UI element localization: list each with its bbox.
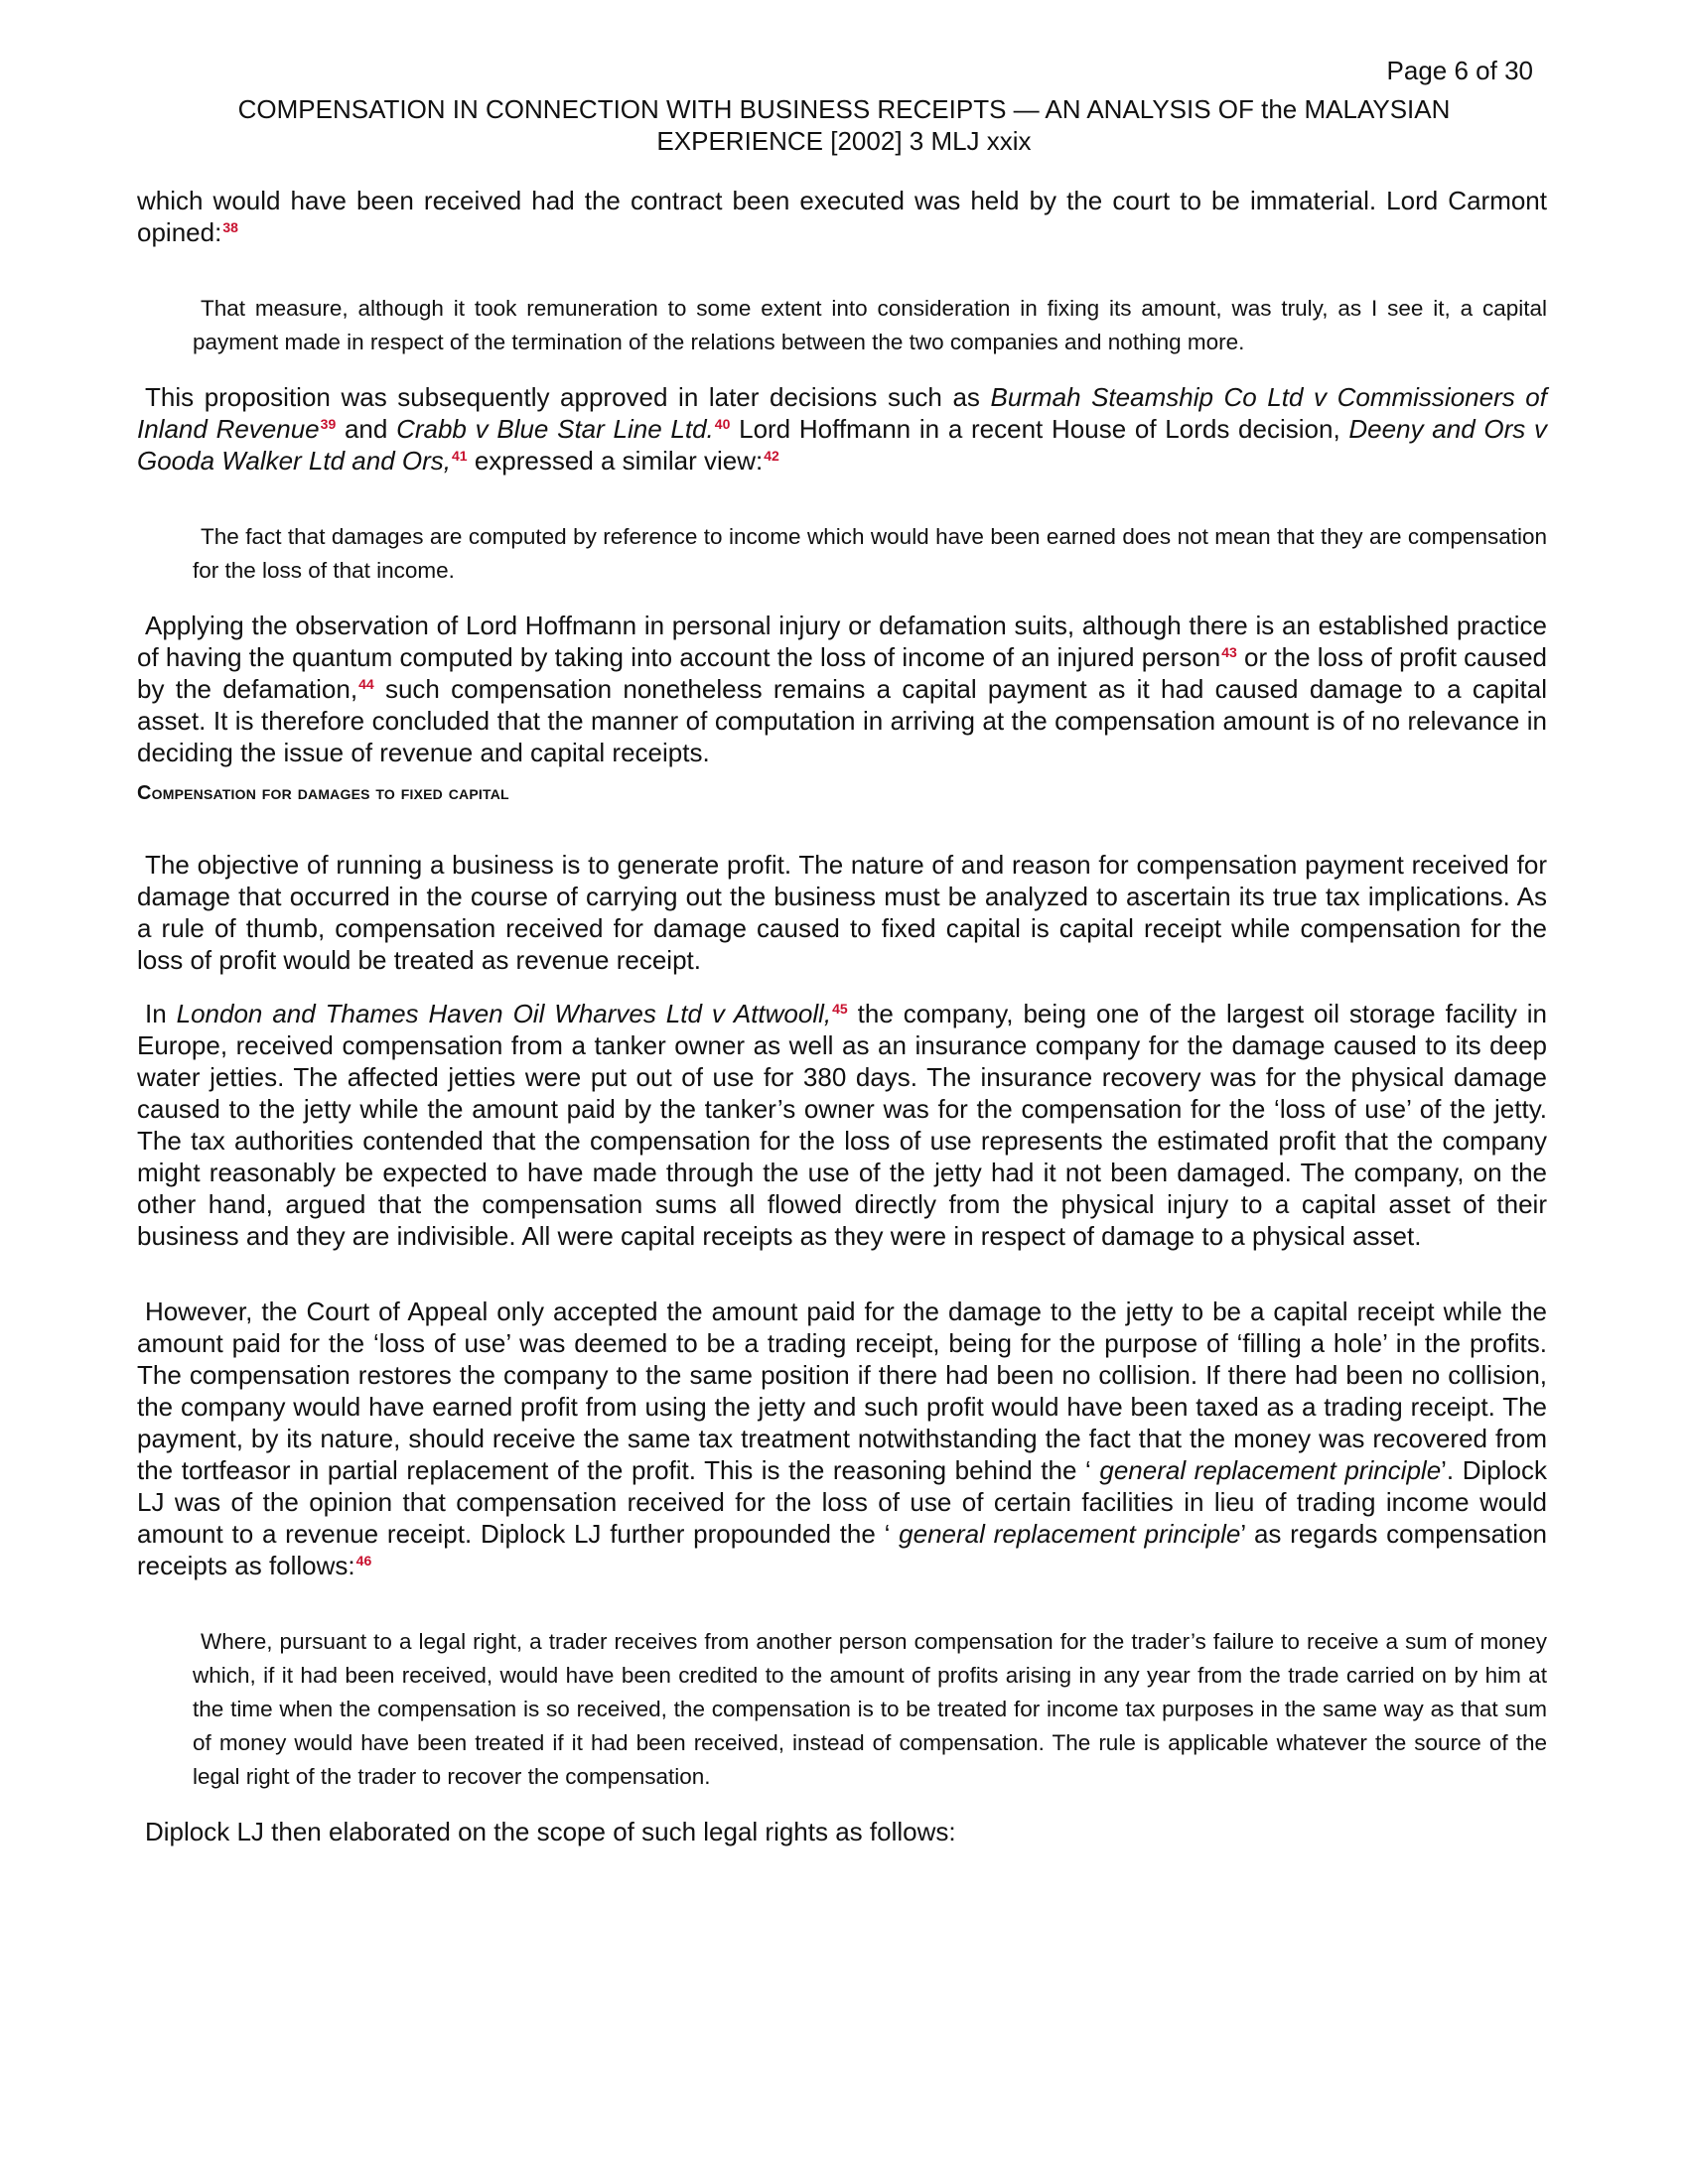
paragraph-4: The objective of running a business is to generate profit. The nature of and reason for compensation payment received for damage that occurred in the course of carrying out the business must be analyzed to ascertain its true tax implications. As a rule of thumb, compensation received for damage caused to fixed capital is capital receipt while compensation for the loss of profit would be treated as revenue receipt. <box>137 850 1547 975</box>
footnote-ref-41[interactable]: 41 <box>452 448 468 464</box>
document-body <box>137 185 1547 1847</box>
principle-term: general replacement principle <box>1099 1455 1442 1485</box>
footnote-ref-46[interactable]: 46 <box>355 1553 372 1569</box>
document-title: COMPENSATION IN CONNECTION WITH BUSINESS RECEIPTS — AN ANALYSIS OF the MALAYSIAN EXPERIENCE [2002] 3 MLJ xxix <box>237 94 1451 156</box>
footnote-ref-39[interactable]: 39 <box>320 416 337 432</box>
footnote-ref-45[interactable]: 45 <box>832 1001 848 1017</box>
case-name: Crabb v Blue Star Line Ltd. <box>396 414 714 444</box>
case-name: Burmah Steamship Co Ltd v Commissioners of Inland Revenue <box>137 382 1547 444</box>
paragraph-5: In London and Thames Haven Oil Wharves Ltd v Attwooll,$^{45}$ the company, being one of the largest oil storage facility in Europe, received compensation from a tanker owner as well as an insurance company for the damage caused to its deep water jetties. The affected jetties were put out of use for 380 days. The insurance recovery was for the physical damage caused to the jetty while the amount paid by the tanker’s owner was for the compensation for the ‘loss of use’ of the jetty. The tax authorities contended that the compensation for the loss of use represents the estimated profit that the company might reasonably be expected to have made through the use of the jetty had it not been damaged. The company, on the other hand, argued that the compensation sums all flowed directly from the physical injury to a capital asset of their business and they are indivisible. All were capital receipts as they were in respect of damage to a physical asset. <box>137 999 1547 1251</box>
paragraph-7: Diplock LJ then elaborated on the scope of such legal rights as follows: <box>145 1817 956 1846</box>
quote-3: Where, pursuant to a legal right, a trader receives from another person compensation for the trader’s failure to receive a sum of money which, if it had been received, would have been credited to the amount of profits arising in any year from the trade carried on by him at the time when the compensation is so received, the compensation is to be treated for income tax purposes in the same way as that sum of money would have been treated if it had been received, instead of compensation. The rule is applicable whatever the source of the legal right of the trader to recover the compensation. <box>193 1629 1547 1789</box>
section-heading: Compensation for damages to fixed capital <box>137 782 509 804</box>
case-name: Deeny and Ors v Gooda Walker Ltd and Ors, <box>137 414 1548 476</box>
footnote-ref-40[interactable]: 40 <box>714 416 731 432</box>
footnote-ref-44[interactable]: 44 <box>358 676 374 692</box>
paragraph-6: However, the Court of Appeal only accepted the amount paid for the damage to the jetty to be a capital receipt while the amount paid for the ‘loss of use’ was deemed to be a trading receipt, being for the purpose of ‘filling a hole’ in the profits. The compensation restores the company to the same position if there had been no collision. If there had been no collision, the company would have earned profit from using the jetty and such profit would have been taxed as a trading receipt. The payment, by its nature, should receive the same tax treatment notwithstanding the fact that the money was recovered from the tortfeasor in partial replacement of the profit. This is the reasoning behind the ‘ general replacement principle’. Diplock LJ was of the opinion that compensation received for the loss of use of certain facilities in lieu of trading income would amount to a revenue receipt. Diplock LJ further propounded the ‘ general replacement principle’ as regards compensation receipts as follows:$^{46}$ <box>137 1297 1547 1580</box>
paragraph-3: Applying the observation of Lord Hoffmann in personal injury or defamation suits, although there is an established practice of having the quantum computed by taking into account the loss of income of an injured person$^{43}$ or the loss of profit caused by the defamation,$^{44}$ such compensation nonetheless remains a capital payment as it had caused damage to a capital asset. It is therefore concluded that the manner of computation in arriving at the compensation amount is of no relevance in deciding the issue of revenue and capital receipts. <box>137 611 1547 767</box>
footnote-ref-42[interactable]: 42 <box>764 448 779 464</box>
quote-1: That measure, although it took remuneration to some extent into consideration in fixing its amount, was truly, as I see it, a capital payment made in respect of the termination of the relations between the two companies and nothing more. <box>193 296 1547 354</box>
principle-term: general replacement principle <box>899 1519 1241 1549</box>
page-number: Page 6 of 30 <box>1386 56 1533 85</box>
case-name: London and Thames Haven Oil Wharves Ltd v Attwooll, <box>176 999 832 1028</box>
paragraph-1: which would have been received had the contract been executed was held by the court to be immaterial. Lord Carmont opined:$^{38}$ <box>137 186 1547 247</box>
paragraph-2: This proposition was subsequently approved in later decisions such as Burmah Steamship Co Ltd v Commissioners of Inland Revenue$^{39}$ and Crabb v Blue Star Line Ltd.$^{40}$ Lord Hoffmann in a recent House of Lords decision, Deeny and Ors v Gooda Walker Ltd and Ors,$^{41}$ expressed a similar view:$^{42}$ <box>137 382 1548 476</box>
footnote-ref-38[interactable]: 38 <box>222 219 238 235</box>
quote-2: The fact that damages are computed by reference to income which would have been earned does not mean that they are compensation for the loss of that income. <box>193 524 1547 583</box>
footnote-ref-43[interactable]: 43 <box>1221 644 1237 660</box>
